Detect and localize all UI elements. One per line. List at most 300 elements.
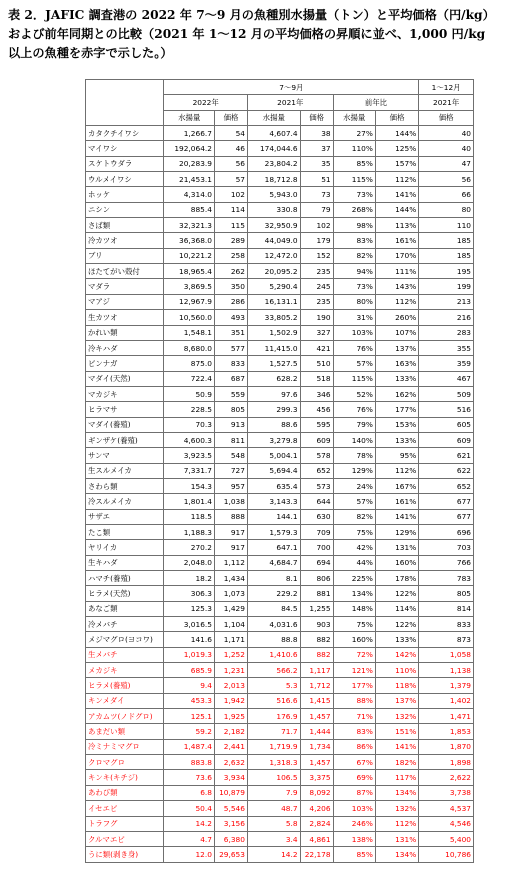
landing-2021-cell: 84.5 xyxy=(247,601,300,616)
table-row xyxy=(86,678,474,693)
price-2022-cell: 493 xyxy=(214,310,247,325)
price-ratio-cell: 133% xyxy=(375,371,418,386)
table-row xyxy=(86,617,474,632)
price-2022-cell: 548 xyxy=(214,448,247,463)
landing-ratio-cell: 103% xyxy=(333,325,375,340)
species-name-cell: 冷メバチ xyxy=(86,617,164,632)
landing-ratio-cell: 76% xyxy=(333,402,375,417)
price-2022-cell: 2,632 xyxy=(214,755,247,770)
price-2022-cell: 833 xyxy=(214,356,247,371)
annual-price-2021-cell: 213 xyxy=(419,294,474,309)
table-row xyxy=(86,571,474,586)
species-name-cell: 生カツオ xyxy=(86,310,164,325)
price-ratio-cell: 112% xyxy=(375,294,418,309)
landing-2021-cell: 330.8 xyxy=(247,202,300,217)
price-ratio-cell: 131% xyxy=(375,540,418,555)
price-2021-cell: 709 xyxy=(300,524,333,539)
species-name-cell: カタクチイワシ xyxy=(86,126,164,141)
price-2021-cell: 573 xyxy=(300,478,333,493)
table-row xyxy=(86,770,474,785)
species-name-cell: 生メバチ xyxy=(86,647,164,662)
landing-2022-cell: 685.9 xyxy=(164,663,215,678)
price-ratio-cell: 129% xyxy=(375,524,418,539)
species-name-cell: キンメダイ xyxy=(86,693,164,708)
annual-price-2021-cell: 652 xyxy=(419,478,474,493)
landing-2022-cell: 8,680.0 xyxy=(164,340,215,355)
price-ratio-cell: 151% xyxy=(375,724,418,739)
table-row xyxy=(86,478,474,493)
landing-2022-cell: 125.1 xyxy=(164,709,215,724)
price-2021-cell: 1,255 xyxy=(300,601,333,616)
landing-2021-cell: 7.9 xyxy=(247,785,300,800)
table-row xyxy=(86,187,474,202)
price-ratio-cell: 131% xyxy=(375,831,418,846)
species-name-cell: 冷ミナミマグロ xyxy=(86,739,164,754)
landing-2021-cell: 5,694.4 xyxy=(247,463,300,478)
landing-2021-cell: 1,719.9 xyxy=(247,739,300,754)
price-2021-cell: 1,712 xyxy=(300,678,333,693)
price-2022-cell: 1,942 xyxy=(214,693,247,708)
landing-2022-cell: 154.3 xyxy=(164,478,215,493)
price-2022-cell: 687 xyxy=(214,371,247,386)
price-2021-cell: 37 xyxy=(300,141,333,156)
landing-2021-cell: 628.2 xyxy=(247,371,300,386)
price-2022-cell: 6,380 xyxy=(214,831,247,846)
price-2021-cell: 38 xyxy=(300,126,333,141)
header-year-2021-annual: 2021年 xyxy=(419,95,474,110)
annual-price-2021-cell: 609 xyxy=(419,432,474,447)
table-row xyxy=(86,509,474,524)
landing-2021-cell: 4,607.4 xyxy=(247,126,300,141)
price-2022-cell: 1,073 xyxy=(214,586,247,601)
landing-2022-cell: 10,560.0 xyxy=(164,310,215,325)
table-row xyxy=(86,294,474,309)
price-ratio-cell: 107% xyxy=(375,325,418,340)
landing-2021-cell: 1,410.6 xyxy=(247,647,300,662)
species-name-cell: マダラ xyxy=(86,279,164,294)
landing-ratio-cell: 246% xyxy=(333,816,375,831)
species-name-cell: メカジキ xyxy=(86,663,164,678)
price-2021-cell: 79 xyxy=(300,202,333,217)
price-2022-cell: 102 xyxy=(214,187,247,202)
price-ratio-cell: 178% xyxy=(375,571,418,586)
species-name-cell: あなご類 xyxy=(86,601,164,616)
landing-2022-cell: 12,967.9 xyxy=(164,294,215,309)
species-name-cell: キンキ(キチジ) xyxy=(86,770,164,785)
annual-price-2021-cell: 355 xyxy=(419,340,474,355)
price-2021-cell: 1,117 xyxy=(300,663,333,678)
landing-ratio-cell: 177% xyxy=(333,678,375,693)
annual-price-2021-cell: 696 xyxy=(419,524,474,539)
species-name-cell: クルマエビ xyxy=(86,831,164,846)
table-row xyxy=(86,724,474,739)
price-2022-cell: 57 xyxy=(214,172,247,187)
landing-ratio-cell: 85% xyxy=(333,847,375,862)
annual-price-2021-cell: 1,402 xyxy=(419,693,474,708)
species-name-cell: さば類 xyxy=(86,218,164,233)
price-2021-cell: 882 xyxy=(300,647,333,662)
landing-2021-cell: 299.3 xyxy=(247,402,300,417)
species-name-cell: ほたてがい殻付 xyxy=(86,264,164,279)
header-landing-2021: 水揚量 xyxy=(247,110,300,125)
price-2022-cell: 1,104 xyxy=(214,617,247,632)
landing-2021-cell: 4,684.7 xyxy=(247,555,300,570)
annual-price-2021-cell: 1,870 xyxy=(419,739,474,754)
price-ratio-cell: 132% xyxy=(375,709,418,724)
landing-2021-cell: 8.1 xyxy=(247,571,300,586)
header-price-ratio: 価格 xyxy=(375,110,418,125)
table-row xyxy=(86,709,474,724)
landing-ratio-cell: 103% xyxy=(333,801,375,816)
table-row xyxy=(86,647,474,662)
table-row xyxy=(86,172,474,187)
annual-price-2021-cell: 703 xyxy=(419,540,474,555)
price-2021-cell: 644 xyxy=(300,494,333,509)
price-2021-cell: 694 xyxy=(300,555,333,570)
price-ratio-cell: 144% xyxy=(375,202,418,217)
price-2021-cell: 327 xyxy=(300,325,333,340)
landing-2021-cell: 647.1 xyxy=(247,540,300,555)
table-row xyxy=(86,463,474,478)
landing-ratio-cell: 134% xyxy=(333,586,375,601)
landing-2021-cell: 566.2 xyxy=(247,663,300,678)
table-row xyxy=(86,432,474,447)
annual-price-2021-cell: 359 xyxy=(419,356,474,371)
table-row xyxy=(86,279,474,294)
price-2021-cell: 4,861 xyxy=(300,831,333,846)
annual-price-2021-cell: 1,471 xyxy=(419,709,474,724)
header-price-annual: 価格 xyxy=(419,110,474,125)
landing-ratio-cell: 110% xyxy=(333,141,375,156)
annual-price-2021-cell: 605 xyxy=(419,417,474,432)
price-2021-cell: 881 xyxy=(300,586,333,601)
species-name-cell: サンマ xyxy=(86,448,164,463)
landing-2021-cell: 11,415.0 xyxy=(247,340,300,355)
landing-ratio-cell: 82% xyxy=(333,509,375,524)
annual-price-2021-cell: 5,400 xyxy=(419,831,474,846)
landing-2022-cell: 18.2 xyxy=(164,571,215,586)
annual-price-2021-cell: 1,058 xyxy=(419,647,474,662)
landing-2021-cell: 1,579.3 xyxy=(247,524,300,539)
price-2021-cell: 518 xyxy=(300,371,333,386)
landing-ratio-cell: 225% xyxy=(333,571,375,586)
price-ratio-cell: 260% xyxy=(375,310,418,325)
price-ratio-cell: 177% xyxy=(375,402,418,417)
price-ratio-cell: 182% xyxy=(375,755,418,770)
landing-ratio-cell: 83% xyxy=(333,724,375,739)
landing-ratio-cell: 76% xyxy=(333,340,375,355)
species-name-cell: ヒラマサ xyxy=(86,402,164,417)
table-row xyxy=(86,386,474,401)
price-2021-cell: 8,092 xyxy=(300,785,333,800)
header-period-jan-dec: 1～12月 xyxy=(419,80,474,95)
price-ratio-cell: 141% xyxy=(375,739,418,754)
landing-2022-cell: 722.4 xyxy=(164,371,215,386)
price-2022-cell: 2,441 xyxy=(214,739,247,754)
table-row xyxy=(86,448,474,463)
price-2022-cell: 350 xyxy=(214,279,247,294)
species-name-cell: イセエビ xyxy=(86,801,164,816)
landing-2021-cell: 106.5 xyxy=(247,770,300,785)
price-ratio-cell: 134% xyxy=(375,847,418,862)
price-2021-cell: 1,457 xyxy=(300,755,333,770)
species-name-cell: 冷キハダ xyxy=(86,340,164,355)
price-2022-cell: 2,182 xyxy=(214,724,247,739)
annual-price-2021-cell: 766 xyxy=(419,555,474,570)
annual-price-2021-cell: 622 xyxy=(419,463,474,478)
landing-2021-cell: 5.8 xyxy=(247,816,300,831)
table-row xyxy=(86,785,474,800)
price-ratio-cell: 160% xyxy=(375,555,418,570)
annual-price-2021-cell: 195 xyxy=(419,264,474,279)
landing-ratio-cell: 98% xyxy=(333,218,375,233)
landing-ratio-cell: 148% xyxy=(333,601,375,616)
landing-ratio-cell: 80% xyxy=(333,294,375,309)
price-2021-cell: 609 xyxy=(300,432,333,447)
table-row xyxy=(86,632,474,647)
species-name-cell: うに類(剥き身) xyxy=(86,847,164,862)
price-2022-cell: 1,429 xyxy=(214,601,247,616)
price-ratio-cell: 137% xyxy=(375,340,418,355)
header-year-2021: 2021年 xyxy=(247,95,333,110)
table-row xyxy=(86,126,474,141)
price-2021-cell: 245 xyxy=(300,279,333,294)
price-2022-cell: 1,171 xyxy=(214,632,247,647)
price-2021-cell: 421 xyxy=(300,340,333,355)
annual-price-2021-cell: 1,138 xyxy=(419,663,474,678)
price-2021-cell: 235 xyxy=(300,264,333,279)
annual-price-2021-cell: 677 xyxy=(419,509,474,524)
price-ratio-cell: 162% xyxy=(375,386,418,401)
price-2022-cell: 262 xyxy=(214,264,247,279)
landing-2022-cell: 1,019.3 xyxy=(164,647,215,662)
table-row xyxy=(86,248,474,263)
species-name-cell: さわら類 xyxy=(86,478,164,493)
landing-2021-cell: 5,943.0 xyxy=(247,187,300,202)
annual-price-2021-cell: 814 xyxy=(419,601,474,616)
annual-price-2021-cell: 199 xyxy=(419,279,474,294)
annual-price-2021-cell: 185 xyxy=(419,233,474,248)
price-2021-cell: 882 xyxy=(300,632,333,647)
landing-2022-cell: 12.0 xyxy=(164,847,215,862)
annual-price-2021-cell: 80 xyxy=(419,202,474,217)
landing-2022-cell: 50.4 xyxy=(164,801,215,816)
landing-2022-cell: 9.4 xyxy=(164,678,215,693)
table-row xyxy=(86,755,474,770)
landing-ratio-cell: 86% xyxy=(333,739,375,754)
price-2021-cell: 652 xyxy=(300,463,333,478)
price-2022-cell: 811 xyxy=(214,432,247,447)
landing-2021-cell: 1,527.5 xyxy=(247,356,300,371)
annual-price-2021-cell: 40 xyxy=(419,126,474,141)
annual-price-2021-cell: 677 xyxy=(419,494,474,509)
landing-ratio-cell: 72% xyxy=(333,647,375,662)
landing-2021-cell: 4,031.6 xyxy=(247,617,300,632)
price-2021-cell: 73 xyxy=(300,187,333,202)
header-landing-ratio: 水揚量 xyxy=(333,110,375,125)
price-ratio-cell: 133% xyxy=(375,632,418,647)
landing-2022-cell: 118.5 xyxy=(164,509,215,524)
price-2022-cell: 1,231 xyxy=(214,663,247,678)
species-name-cell: ウルメイワシ xyxy=(86,172,164,187)
species-name-cell: あまだい類 xyxy=(86,724,164,739)
table-body xyxy=(86,126,474,863)
price-2022-cell: 577 xyxy=(214,340,247,355)
table-row xyxy=(86,340,474,355)
landing-2021-cell: 5.3 xyxy=(247,678,300,693)
landing-2022-cell: 50.9 xyxy=(164,386,215,401)
price-ratio-cell: 95% xyxy=(375,448,418,463)
landing-ratio-cell: 24% xyxy=(333,478,375,493)
annual-price-2021-cell: 833 xyxy=(419,617,474,632)
price-ratio-cell: 141% xyxy=(375,187,418,202)
landing-2022-cell: 192,064.2 xyxy=(164,141,215,156)
annual-price-2021-cell: 10,786 xyxy=(419,847,474,862)
landing-ratio-cell: 69% xyxy=(333,770,375,785)
species-name-cell: ヒラメ(天然) xyxy=(86,586,164,601)
landing-ratio-cell: 27% xyxy=(333,126,375,141)
landing-ratio-cell: 115% xyxy=(333,172,375,187)
landing-ratio-cell: 67% xyxy=(333,755,375,770)
table-row xyxy=(86,586,474,601)
price-ratio-cell: 113% xyxy=(375,218,418,233)
price-2021-cell: 35 xyxy=(300,156,333,171)
landing-2021-cell: 33,805.2 xyxy=(247,310,300,325)
landing-ratio-cell: 121% xyxy=(333,663,375,678)
annual-price-2021-cell: 216 xyxy=(419,310,474,325)
species-name-cell: メジマグロ(ヨコワ) xyxy=(86,632,164,647)
species-name-cell: スケトウダラ xyxy=(86,156,164,171)
price-2022-cell: 2,013 xyxy=(214,678,247,693)
price-2022-cell: 351 xyxy=(214,325,247,340)
species-name-cell: ギンザケ(養殖) xyxy=(86,432,164,447)
landing-2022-cell: 1,266.7 xyxy=(164,126,215,141)
table-row xyxy=(86,816,474,831)
price-ratio-cell: 118% xyxy=(375,678,418,693)
landing-2021-cell: 5,004.1 xyxy=(247,448,300,463)
price-ratio-cell: 112% xyxy=(375,172,418,187)
landing-ratio-cell: 82% xyxy=(333,248,375,263)
landing-2021-cell: 71.7 xyxy=(247,724,300,739)
landing-2021-cell: 3,279.8 xyxy=(247,432,300,447)
table-row xyxy=(86,356,474,371)
price-2022-cell: 917 xyxy=(214,524,247,539)
landing-2022-cell: 1,548.1 xyxy=(164,325,215,340)
landing-2022-cell: 18,965.4 xyxy=(164,264,215,279)
landing-2021-cell: 48.7 xyxy=(247,801,300,816)
landing-2022-cell: 2,048.0 xyxy=(164,555,215,570)
landing-2021-cell: 88.8 xyxy=(247,632,300,647)
price-2021-cell: 903 xyxy=(300,617,333,632)
species-name-cell: 冷スルメイカ xyxy=(86,494,164,509)
table-row xyxy=(86,494,474,509)
landing-2022-cell: 6.8 xyxy=(164,785,215,800)
table-row xyxy=(86,663,474,678)
landing-2022-cell: 270.2 xyxy=(164,540,215,555)
species-name-cell: トラフグ xyxy=(86,816,164,831)
price-2021-cell: 235 xyxy=(300,294,333,309)
price-2022-cell: 1,038 xyxy=(214,494,247,509)
species-name-cell: ビンナガ xyxy=(86,356,164,371)
annual-price-2021-cell: 4,537 xyxy=(419,801,474,816)
price-2021-cell: 2,824 xyxy=(300,816,333,831)
price-2021-cell: 700 xyxy=(300,540,333,555)
table-row xyxy=(86,371,474,386)
header-year-2022: 2022年 xyxy=(164,95,248,110)
price-2022-cell: 5,546 xyxy=(214,801,247,816)
landing-2021-cell: 3,143.3 xyxy=(247,494,300,509)
price-2021-cell: 456 xyxy=(300,402,333,417)
landing-2022-cell: 4,314.0 xyxy=(164,187,215,202)
price-ratio-cell: 167% xyxy=(375,478,418,493)
landing-2021-cell: 32,950.9 xyxy=(247,218,300,233)
price-ratio-cell: 117% xyxy=(375,770,418,785)
landing-ratio-cell: 140% xyxy=(333,432,375,447)
annual-price-2021-cell: 2,622 xyxy=(419,770,474,785)
landing-2021-cell: 1,318.3 xyxy=(247,755,300,770)
landing-2021-cell: 18,712.8 xyxy=(247,172,300,187)
table-row xyxy=(86,801,474,816)
landing-ratio-cell: 78% xyxy=(333,448,375,463)
annual-price-2021-cell: 805 xyxy=(419,586,474,601)
price-2022-cell: 3,934 xyxy=(214,770,247,785)
price-ratio-cell: 132% xyxy=(375,801,418,816)
price-ratio-cell: 122% xyxy=(375,586,418,601)
price-2022-cell: 917 xyxy=(214,540,247,555)
table-row xyxy=(86,218,474,233)
landing-2022-cell: 1,487.4 xyxy=(164,739,215,754)
price-ratio-cell: 125% xyxy=(375,141,418,156)
price-2022-cell: 727 xyxy=(214,463,247,478)
header-yoy: 前年比 xyxy=(333,95,419,110)
species-name-cell: マダイ(養殖) xyxy=(86,417,164,432)
landing-2021-cell: 97.6 xyxy=(247,386,300,401)
landing-2022-cell: 1,188.3 xyxy=(164,524,215,539)
annual-price-2021-cell: 40 xyxy=(419,141,474,156)
landing-2021-cell: 23,804.2 xyxy=(247,156,300,171)
landing-ratio-cell: 75% xyxy=(333,524,375,539)
price-2021-cell: 4,206 xyxy=(300,801,333,816)
table-row xyxy=(86,202,474,217)
price-2022-cell: 54 xyxy=(214,126,247,141)
landing-2022-cell: 228.5 xyxy=(164,402,215,417)
landing-2021-cell: 14.2 xyxy=(247,847,300,862)
annual-price-2021-cell: 110 xyxy=(419,218,474,233)
header-price-2021: 価格 xyxy=(300,110,333,125)
header-price-2022: 価格 xyxy=(214,110,247,125)
price-ratio-cell: 161% xyxy=(375,233,418,248)
price-2022-cell: 805 xyxy=(214,402,247,417)
species-name-cell: マカジキ xyxy=(86,386,164,401)
landing-2022-cell: 306.3 xyxy=(164,586,215,601)
price-ratio-cell: 112% xyxy=(375,463,418,478)
landing-ratio-cell: 87% xyxy=(333,785,375,800)
price-2021-cell: 51 xyxy=(300,172,333,187)
table-row xyxy=(86,156,474,171)
price-ratio-cell: 163% xyxy=(375,356,418,371)
landing-2022-cell: 453.3 xyxy=(164,693,215,708)
landing-ratio-cell: 129% xyxy=(333,463,375,478)
landing-2021-cell: 1,502.9 xyxy=(247,325,300,340)
landing-ratio-cell: 42% xyxy=(333,540,375,555)
species-name-cell: ヤリイカ xyxy=(86,540,164,555)
price-2022-cell: 888 xyxy=(214,509,247,524)
price-2022-cell: 1,434 xyxy=(214,571,247,586)
landing-ratio-cell: 85% xyxy=(333,156,375,171)
price-ratio-cell: 111% xyxy=(375,264,418,279)
table-caption: 表 2．JAFIC 調査港の 2022 年 7～9 月の魚種別水揚量（トン）と平均価格（円/kg） および前年同期との比較（2021 年 1～12 月の平均価格の昇順に並べ、1,000 円/kg 以上の魚種を赤字で示した。） xyxy=(8,8,495,60)
price-2021-cell: 806 xyxy=(300,571,333,586)
